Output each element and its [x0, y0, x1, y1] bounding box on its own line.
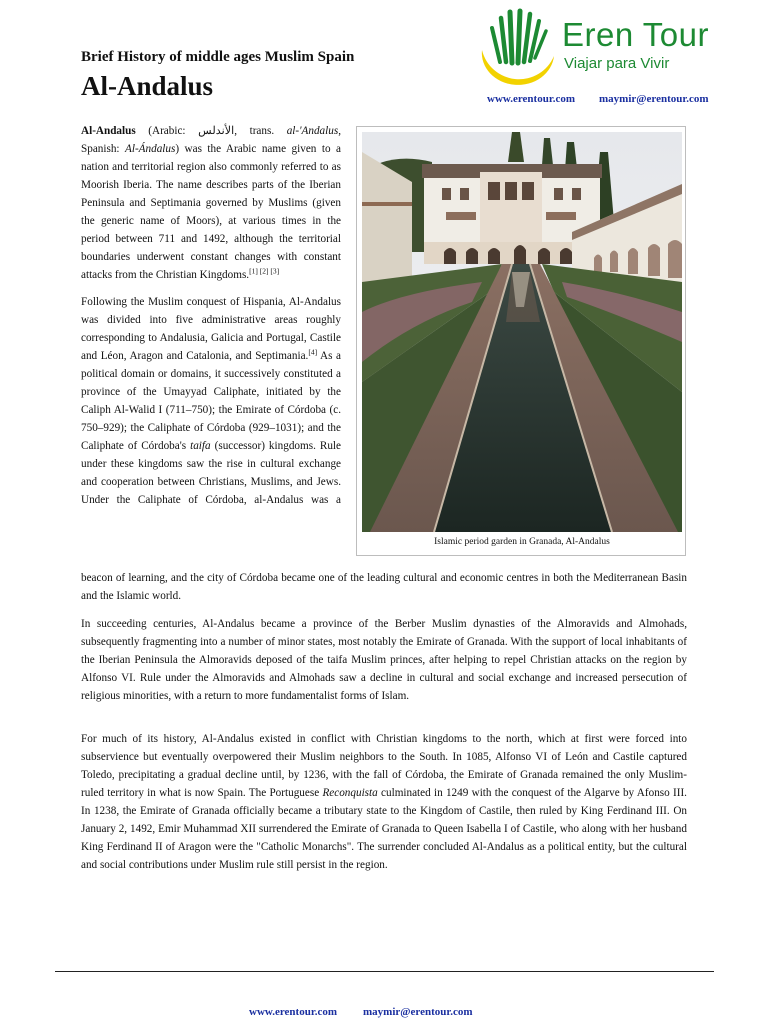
figure-caption: Islamic period garden in Granada, Al-Andalus — [434, 537, 610, 547]
document-kicker: Brief History of middle ages Muslim Spain — [81, 49, 355, 65]
taifa-term: taifa — [190, 440, 211, 452]
page-title: Al-Andalus — [81, 71, 214, 101]
logo-tagline: Viajar para Vivir — [564, 55, 670, 72]
transliteration: al-'Andalus — [286, 125, 339, 137]
article-paragraph-2-continued: beacon of learning, and the city of Córdoba became one of the leading cultural and economic centres in both the Mediterranean Basin and the Islamic world. — [81, 572, 687, 602]
header-links — [487, 93, 709, 105]
article-paragraph-2: Following the Muslim conquest of Hispania, Al-Andalus was divided into five administrative areas roughly corresponding to Andalusia, Galicia and Portugal, Castile and Léon, Aragon and Catalonia, and Septimania.[4] As a political domain or domains, it successively constituted a province of the Umayyad Caliphate, initiated by the Caliph Al-Walid I (711–750); the Emirate of Córdoba (c. 750–929); the Caliphate of Córdoba (929–1031); and the Caliphate of Córdoba's taifa (successor) kingdoms. Rule under these kingdoms saw the rise in cultural exchange and cooperation between Christians, Muslims, and Jews. Under the Caliphate of Córdoba, al-Andalus was a — [81, 296, 341, 506]
footer-links — [249, 1006, 473, 1018]
footer-email-link[interactable]: maymir@erentour.com — [363, 1006, 473, 1018]
article-left-column — [81, 122, 341, 509]
reference-link[interactable]: [4] — [308, 347, 318, 357]
article-paragraph-1: Al-Andalus (Arabic: الأندلس, trans. al-'Andalus, Spanish: Al-Ándalus) was the Arabic name given to a nation and territorial region also commonly referred to as Moorish Iberia. The name describes parts of the Iberian Peninsula and Septimania governed by Muslims (given the generic name of Moors), at various times in the period between 711 and 1492, although the territorial boundaries underwent constant changes with constant attacks from the Christian Kingdoms.[1] [2] [3] — [81, 125, 341, 281]
footer-divider — [55, 971, 714, 972]
garden-figure — [356, 126, 686, 556]
article-paragraph-3: In succeeding centuries, Al-Andalus became a province of the Berber Muslim dynasties of the Almoravids and Almohads, subsequently fragmenting into a number of minor states, most notably the Emirate of Granada. With the support of local inhabitants of the Iberian Peninsula the Almoravids deposed of the taifa Muslim princes, after helping to repel Christian attacks on the region by Alfonso VI. Rule under the Almoravids and Almohads saw a decline in cultural and social exchange and increased persecution of religious minorities, with a return to more fundamentalist forms of Islam. — [81, 618, 687, 702]
footer-website-link[interactable]: www.erentour.com — [249, 1006, 337, 1018]
header-email-link[interactable]: maymir@erentour.com — [599, 93, 709, 105]
header-website-link[interactable]: www.erentour.com — [487, 93, 575, 105]
spanish-name: Al-Ándalus — [125, 143, 176, 155]
garden-photo — [362, 132, 682, 532]
article-term: Al-Andalus — [81, 125, 136, 137]
erentour-logo — [476, 6, 746, 90]
reference-links[interactable]: [1] [2] [3] — [249, 266, 280, 276]
article-paragraph-4: For much of its history, Al-Andalus existed in conflict with Christian kingdoms to the north, which at first were forced into subservience but eventually overpowered their Muslim neighbors to the South. In 1085, Alfonso VI of León and Castile captured Toledo, precipitating a gradual decline until, by 1236, with the fall of Córdoba, the Emirate of Granada remained the only Muslim-ruled territory in what is now Spain. The Portuguese Reconquista culminated in 1249 with the conquest of the Algarve by Afonso III. In 1238, the Emirate of Granada officially became a tributary state to the Kingdom of Castile, then ruled by King Ferdinand III. On January 2, 1492, Emir Muhammad XII surrendered the Emirate of Granada to Queen Isabella I of Castile, who along with her husband King Ferdinand II of Aragon were the "Catholic Monarchs". The surrender concluded Al-Andalus as a political entity, but the cultural and social contributions under Muslim rule still persist in the region. — [81, 733, 687, 871]
reconquista-term: Reconquista — [322, 787, 378, 799]
arabic-name: الأندلس — [198, 125, 235, 137]
sun-rays-logo-icon — [476, 6, 560, 90]
logo-name: Eren Tour — [562, 16, 709, 53]
